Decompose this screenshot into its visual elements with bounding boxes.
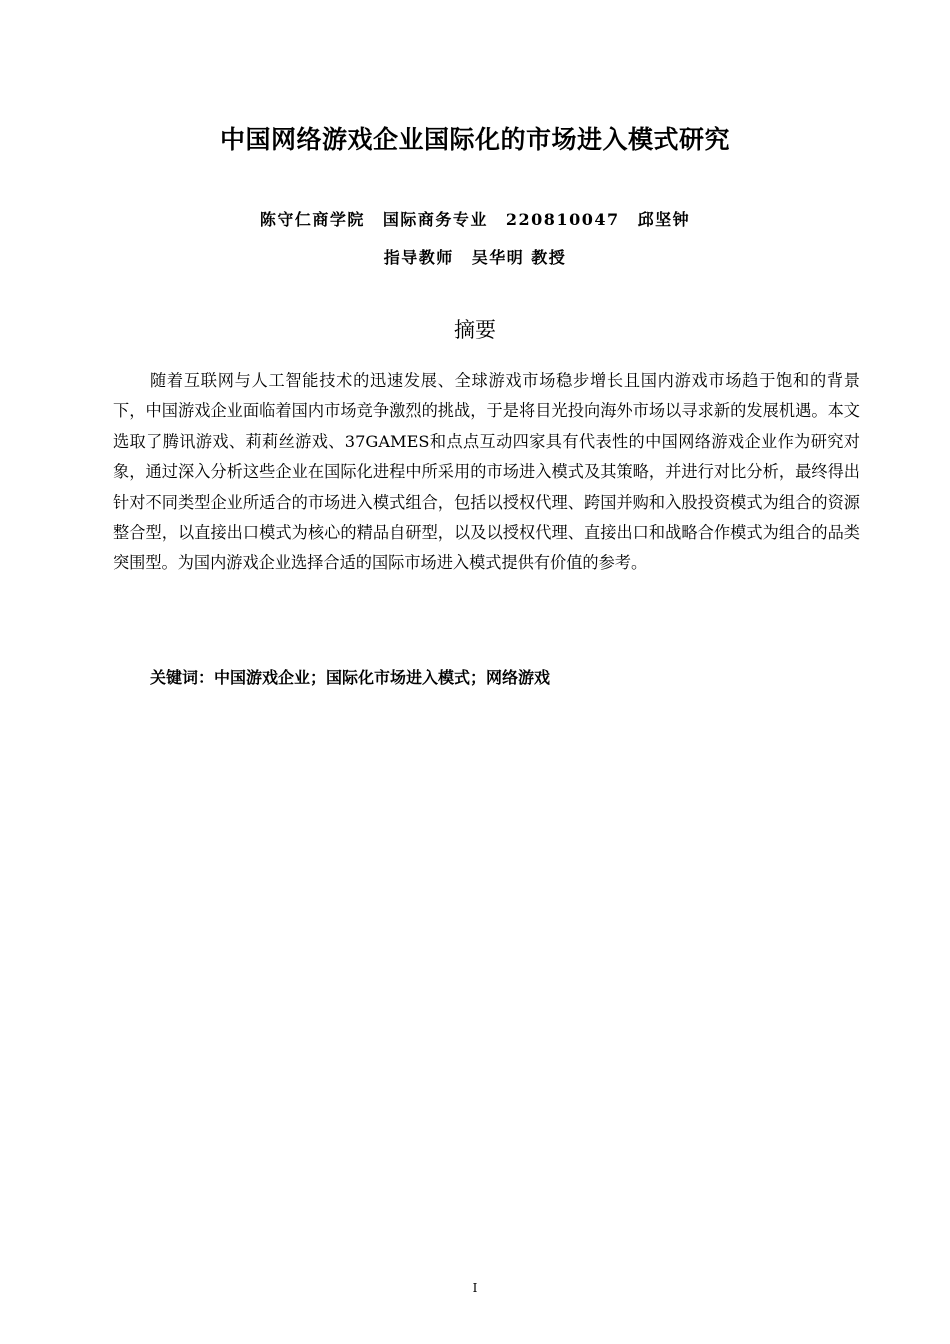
author-info bbox=[0, 208, 950, 232]
abstract-body: 随着互联网与人工智能技术的迅速发展、全球游戏市场稳步增长且国内游戏市场趋于饱和的背景下，中国游戏企业面临着国内市场竞争激烈的挑战，于是将目光投向海外市场以寻求新的发展机遇。本文选取了腾讯游戏、莉莉丝游戏、37GAMES和点点互动四家具有代表性的中国网络游戏企业作为研究对象，通过深入分析这些企业在国际化进程中所采用的市场进入模式及其策略，并进行对比分析，最终得出针对不同类型企业所适合的市场进入模式组合，包括以授权代理、跨国并购和入股投资模式为组合的资源整合型，以直接出口模式为核心的精品自研型，以及以授权代理、直接出口和战略合作模式为组合的品类突围型。为国内游戏企业选择合适的国际市场进入模式提供有价值的参考。 bbox=[113, 371, 860, 573]
author-student-id: 220810047 bbox=[505, 210, 620, 229]
advisor-name: 吴华明 教授 bbox=[471, 248, 567, 267]
advisor-label: 指导教师 bbox=[383, 248, 454, 267]
abstract-heading: 摘要 bbox=[454, 318, 496, 342]
advisor-info bbox=[0, 246, 950, 270]
keywords: 关键词：中国游戏企业；国际化市场进入模式；网络游戏 bbox=[150, 668, 551, 687]
page-number: I bbox=[472, 1281, 478, 1295]
author-name: 邱坚钟 bbox=[637, 210, 691, 229]
author-major: 国际商务专业 bbox=[382, 210, 488, 229]
paper-title: 中国网络游戏企业国际化的市场进入模式研究 bbox=[219, 125, 730, 154]
author-college: 陈守仁商学院 bbox=[259, 210, 365, 229]
